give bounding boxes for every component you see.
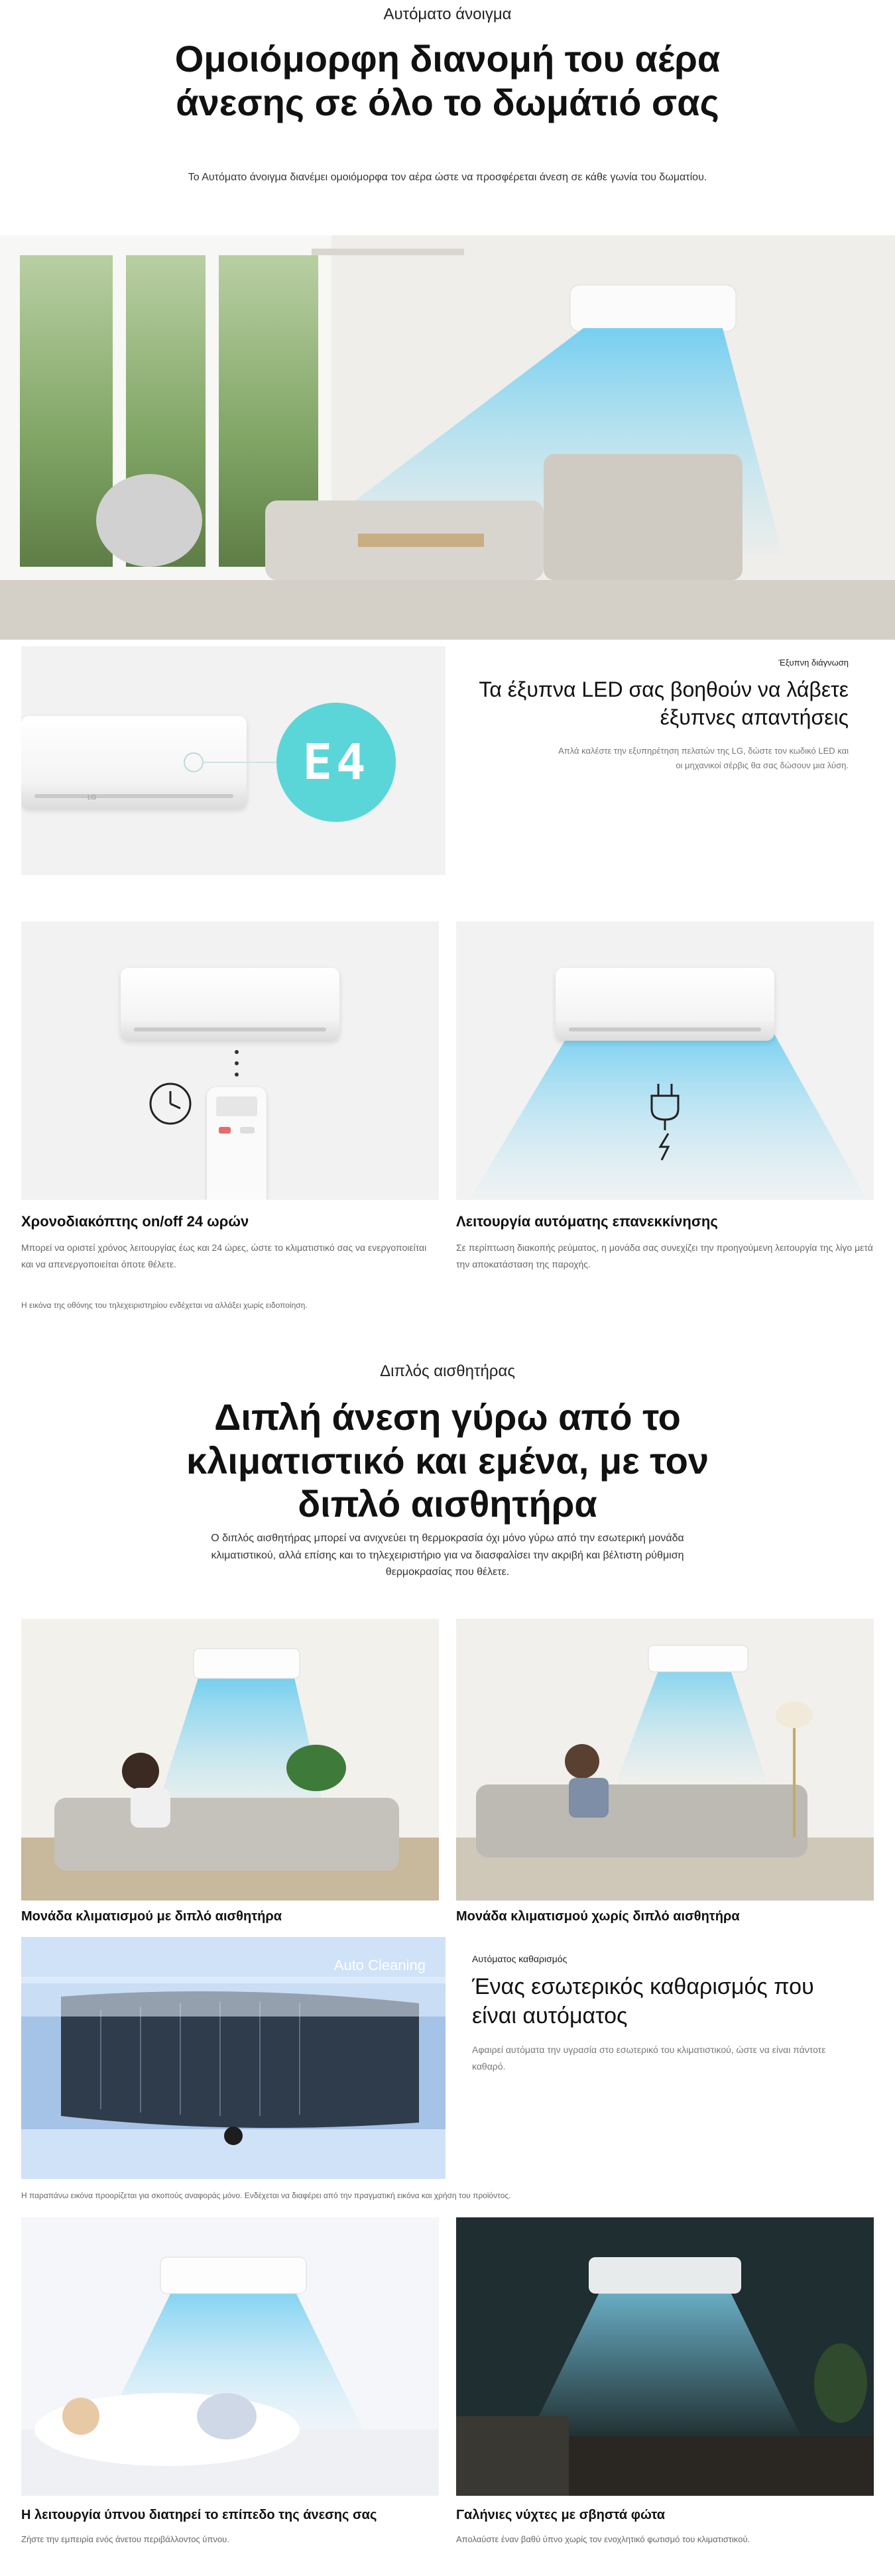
timer-feature-image — [21, 921, 439, 1200]
ac-indoor-unit — [556, 968, 774, 1041]
diagnosis-title: Τα έξυπνα LED σας βοηθούν να λάβετε έξυπνες απαντήσεις — [479, 677, 849, 729]
smart-diagnosis-image — [21, 646, 446, 875]
section-eyebrow: Αυτόματο άνοιγμα — [383, 5, 512, 23]
section-lead: Ο διπλός αισθητήρας μπορεί να ανιχνεύει τη θερμοκρασία όχι μόνο γύρω από την εσωτερική μονάδα κλιματιστικού, αλλά επίσης και το τηλεχειριστήριο για να διασφαλίσει την ακριβή και βέλτιστη ρύθμιση θερμοκρασίας που θέλετε. — [211, 1533, 684, 1578]
hero-living-room-image — [0, 235, 895, 640]
quiet-title: Γαλήνιες νύχτες με σβηστά φώτα — [456, 2508, 666, 2522]
feature-desc: Μπορεί να οριστεί χρόνος λειτουργίας έως και 24 ώρες, ώστε το κλιματιστικό σας να ενεργοποιείται και να απενεργοποιείται όποτε θέλετε. — [21, 1242, 427, 1269]
ac-vent — [134, 1027, 326, 1031]
feature-title: Λειτουργία αυτόματης επανεκκίνησης — [456, 1213, 718, 1230]
without-dual-sensor-image — [456, 1619, 874, 1901]
sleep-desc: Ζήστε την εμπειρία ενός άνετου περιβάλλοντος ύπνου. — [21, 2534, 229, 2544]
sleeping-scene — [21, 2217, 439, 2496]
ac-vent — [34, 794, 233, 798]
feature-desc: Σε περίπτωση διακοπής ρεύματος, η μονάδα σας συνεχίζει την προηγούμενη λειτουργία της λίγο μετά την αποκατάσταση της παροχής. — [456, 1242, 873, 1269]
dark-room-image — [456, 2217, 874, 2496]
dual-sensor-caption: Μονάδα κλιματισμού χωρίς διπλό αισθητήρα — [456, 1909, 740, 1924]
auto-cleaning-image — [21, 1937, 446, 2179]
section-headline: Διπλή άνεση γύρω από το κλιματιστικό και εμένα, με τον διπλό αισθητήρα — [186, 1396, 709, 1525]
dual-sensor-caption: Μονάδα κλιματισμού με διπλό αισθητήρα — [21, 1909, 282, 1924]
disclaimer-note: Η παραπάνω εικόνα προορίζεται για σκοπούς αναφοράς μόνο. Ενδέχεται να διαφέρει από την πραγματική εικόνα και χρήση του προϊόντος. — [21, 2191, 511, 2200]
section-lead: Το Αυτόματο άνοιγμα διανέμει ομοιόμορφα τον αέρα ώστε να προσφέρεται άνεση σε κάθε γωνία του δωματίου. — [188, 172, 707, 183]
feature-title: Χρονοδιακόπτης on/off 24 ωρών — [21, 1213, 249, 1230]
cleaning-desc: Αφαιρεί αυτόματα την υγρασία στο εσωτερικό του κλιματιστικού, ώστε να είναι πάντοτε καθαρό. — [472, 2044, 826, 2072]
living-room-illustration — [0, 235, 895, 640]
remote-control — [207, 1087, 267, 1200]
auto-restart-feature-image — [456, 921, 874, 1200]
diagnosis-desc: Απλά καλέστε την εξυπηρέτηση πελατών της LG, δώστε τον κωδικό LED και οι μηχανικοί σέρβις θα σας δώσουν μια λύση. — [558, 746, 849, 771]
plug-lightning-icon — [642, 1077, 688, 1163]
living-room-scene — [21, 1619, 439, 1901]
remote-screen — [216, 1096, 257, 1116]
cleaning-eyebrow: Αυτόματος καθαρισμός — [472, 1954, 567, 1964]
remote-button — [240, 1127, 255, 1134]
living-room-scene — [456, 1619, 874, 1901]
ac-vent — [569, 1027, 761, 1031]
with-dual-sensor-image — [21, 1619, 439, 1901]
ac-indoor-unit — [121, 968, 339, 1041]
quiet-desc: Απολαύστε έναν βαθύ ύπνο χωρίς τον ενοχλητικό φωτισμό του κλιματιστικού. — [456, 2534, 750, 2544]
brand-logo: LG — [88, 794, 97, 801]
clock-icon — [147, 1081, 194, 1127]
led-code: E4 — [302, 734, 370, 791]
remote-power-button — [219, 1127, 231, 1134]
section-eyebrow: Διπλός αισθητήρας — [380, 1362, 515, 1380]
dark-room-scene — [456, 2217, 874, 2496]
sleep-mode-image — [21, 2217, 439, 2496]
led-code-display — [276, 703, 396, 822]
diagnosis-eyebrow: Έξυπνη διάγνωση — [778, 658, 849, 668]
auto-cleaning-label: Auto Cleaning — [333, 1957, 426, 1973]
sleep-title: Η λειτουργία ύπνου διατηρεί το επίπεδο της άνεσης σας — [21, 2508, 377, 2522]
disclaimer-note: Η εικόνα της οθόνης του τηλεχειριστηρίου ενδέχεται να αλλάξει χωρίς ειδοποίηση. — [21, 1301, 308, 1310]
signal-dots — [233, 1049, 240, 1088]
section-headline: Ομοιόμορφη διανομή του αέρα άνεσης σε όλο το δωμάτιό σας — [174, 38, 721, 123]
cleaning-title: Ένας εσωτερικός καθαρισμός που είναι αυτόματος — [472, 1974, 814, 2029]
